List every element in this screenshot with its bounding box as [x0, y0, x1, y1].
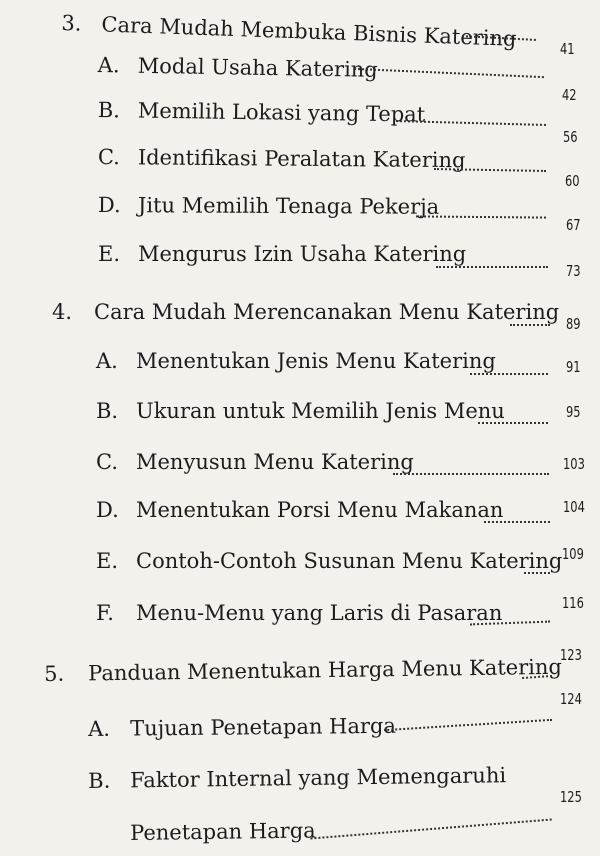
entry-title: Cara Mudah Membuka Bisnis Katering: [101, 12, 517, 51]
page-number: 60: [565, 172, 580, 190]
leader-dots: [384, 717, 552, 731]
leader-dots: [436, 264, 548, 268]
entry-title: Mengurus Izin Usaha Katering: [138, 242, 467, 266]
page-number: 42: [562, 86, 577, 104]
entry-number: 3.: [61, 10, 82, 36]
entry-number: D.: [96, 498, 119, 522]
entry-title: Ukuran untuk Memilih Jenis Menu: [136, 399, 505, 423]
entry-number: 5.: [44, 661, 65, 686]
entry-title: Menyusun Menu Katering: [136, 450, 414, 474]
entry-number: C.: [96, 450, 118, 474]
entry-title: Contoh-Contoh Susunan Menu Katering: [136, 549, 563, 573]
entry-title: Penetapan Harga: [130, 818, 316, 845]
leader-dots: [470, 371, 548, 375]
page-number: 89: [566, 315, 581, 333]
entry-number: B.: [97, 97, 121, 123]
entry-number: A.: [88, 716, 111, 741]
page-number: 41: [560, 40, 575, 58]
entry-title: Memilih Lokasi yang Tepat: [137, 98, 426, 127]
leader-dots: [393, 471, 549, 475]
page-number: 123: [560, 646, 582, 664]
page-number: 56: [563, 128, 578, 146]
entry-title: Identifikasi Peralatan Katering: [137, 145, 466, 173]
entry-title: Menu-Menu yang Laris di Pasaran: [136, 601, 503, 625]
page-number: 124: [560, 690, 582, 708]
entry-title: Faktor Internal yang Memengaruhi: [130, 763, 507, 793]
entry-number: C.: [97, 144, 120, 170]
page-number: 125: [560, 788, 582, 806]
page-number: 73: [566, 262, 581, 280]
page-number: 109: [562, 545, 584, 563]
page-number: 95: [566, 403, 581, 421]
leader-dots: [478, 420, 548, 424]
entry-number: 4.: [52, 300, 73, 324]
entry-title: Jitu Memilih Tenaga Pekerja: [137, 193, 440, 219]
entry-number: B.: [96, 399, 119, 423]
page-number: 103: [563, 455, 585, 473]
leader-dots: [310, 817, 552, 840]
entry-number: A.: [97, 52, 120, 78]
entry-title: Menentukan Jenis Menu Katering: [136, 349, 496, 373]
entry-title: Menentukan Porsi Menu Makanan: [136, 498, 504, 522]
leader-dots: [354, 66, 544, 78]
entry-title: Modal Usaha Katering: [137, 53, 378, 82]
page-number: 91: [566, 358, 581, 376]
entry-number: F.: [96, 601, 114, 625]
leader-dots: [484, 519, 550, 523]
page-number: 67: [566, 216, 581, 234]
entry-number: A.: [96, 349, 118, 373]
entry-title: Panduan Menentukan Harga Menu Katering: [88, 654, 563, 686]
page-number: 104: [563, 498, 585, 516]
entry-title: Cara Mudah Merencanakan Menu Katering: [94, 300, 560, 324]
entry-number: E.: [98, 242, 121, 266]
entry-title: Tujuan Penetapan Harga: [130, 713, 397, 741]
leader-dots: [510, 322, 550, 326]
entry-number: D.: [97, 192, 121, 218]
leader-dots: [524, 570, 550, 574]
entry-number: E.: [96, 549, 119, 573]
entry-number: B.: [88, 768, 111, 793]
page-number: 116: [562, 594, 584, 612]
